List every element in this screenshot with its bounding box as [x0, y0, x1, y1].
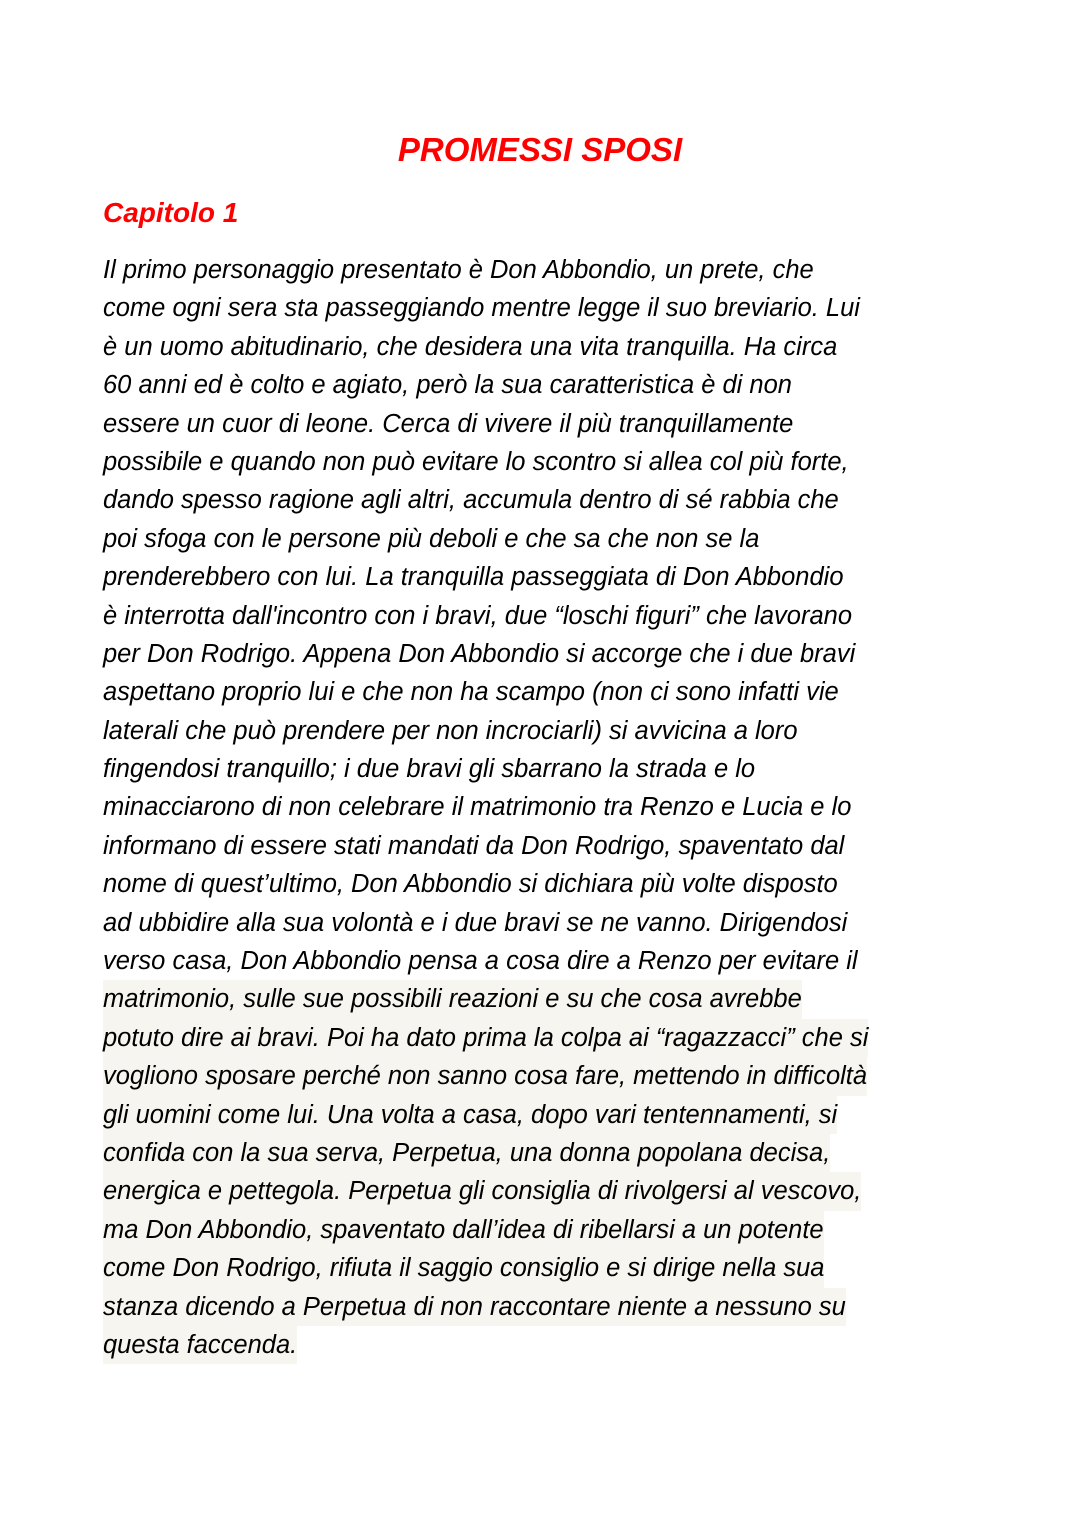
text-line: potuto dire ai bravi. Poi ha dato prima la colpa ai “ragazzacci” che si [103, 1019, 868, 1057]
text-line: essere un cuor di leone. Cerca di vivere il più tranquillamente [103, 409, 794, 438]
text-line: minacciarono di non celebrare il matrimonio tra Renzo e Lucia e lo [103, 793, 852, 822]
body-paragraph [103, 251, 983, 1364]
text-line: è un uomo abitudinario, che desidera una vita tranquilla. Ha circa [103, 332, 838, 361]
text-line: verso casa, Don Abbondio pensa a cosa dire a Renzo per evitare il [103, 947, 858, 976]
text-line: dando spesso ragione agli altri, accumula dentro di sé rabbia che [103, 486, 839, 515]
text-line: come ogni sera sta passeggiando mentre legge il suo breviario. Lui [103, 294, 860, 323]
text-line: informano di essere stati mandati da Don Rodrigo, spaventato dal [103, 831, 845, 860]
text-line: laterali che può prendere per non incrociarli) si avvicina a loro [103, 716, 798, 745]
text-line: possibile e quando non può evitare lo scontro si allea col più forte, [103, 447, 849, 476]
text-line: per Don Rodrigo. Appena Don Abbondio si accorge che i due bravi [103, 639, 856, 668]
text-line: fingendosi tranquillo; i due bravi gli sbarrano la strada e lo [103, 755, 756, 784]
text-line: stanza dicendo a Perpetua di non raccontare niente a nessuno su [103, 1288, 846, 1326]
text-line: 60 anni ed è colto e agiato, però la sua caratteristica è di non [103, 371, 792, 400]
text-line: ad ubbidire alla sua volontà e i due bravi se ne vanno. Dirigendosi [103, 908, 848, 937]
text-line: poi sfoga con le persone più deboli e che sa che non se la [103, 524, 760, 553]
text-line: energica e pettegola. Perpetua gli consiglia di rivolgersi al vescovo, [103, 1172, 861, 1210]
document-title: PROMESSI SPOSI [397, 131, 683, 168]
text-line: gli uomini come lui. Una volta a casa, dopo vari tentennamenti, si [103, 1096, 837, 1134]
text-line: aspettano proprio lui e che non ha scampo (non ci sono infatti vie [103, 678, 839, 707]
text-line: questa faccenda. [103, 1326, 297, 1364]
text-line: ma Don Abbondio, spaventato dall’idea di ribellarsi a un potente [103, 1211, 824, 1249]
text-line: è interrotta dall'incontro con i bravi, due “loschi figuri” che lavorano [103, 601, 853, 630]
text-line: Il primo personaggio presentato è Don Abbondio, un prete, che [103, 256, 814, 284]
text-line: vogliono sposare perché non sanno cosa fare, mettendo in difficoltà [103, 1057, 867, 1095]
chapter-heading: Capitolo 1 [103, 197, 239, 228]
text-line: confida con la sua serva, Perpetua, una donna popolana decisa, [103, 1134, 830, 1172]
text-line: matrimonio, sulle sue possibili reazioni e su che cosa avrebbe [103, 980, 802, 1018]
text-line: prenderebbero con lui. La tranquilla passeggiata di Don Abbondio [103, 563, 844, 592]
text-line: come Don Rodrigo, rifiuta il saggio consiglio e si dirige nella sua [103, 1249, 824, 1287]
text-line: nome di quest’ultimo, Don Abbondio si dichiara più volte disposto [103, 870, 838, 899]
